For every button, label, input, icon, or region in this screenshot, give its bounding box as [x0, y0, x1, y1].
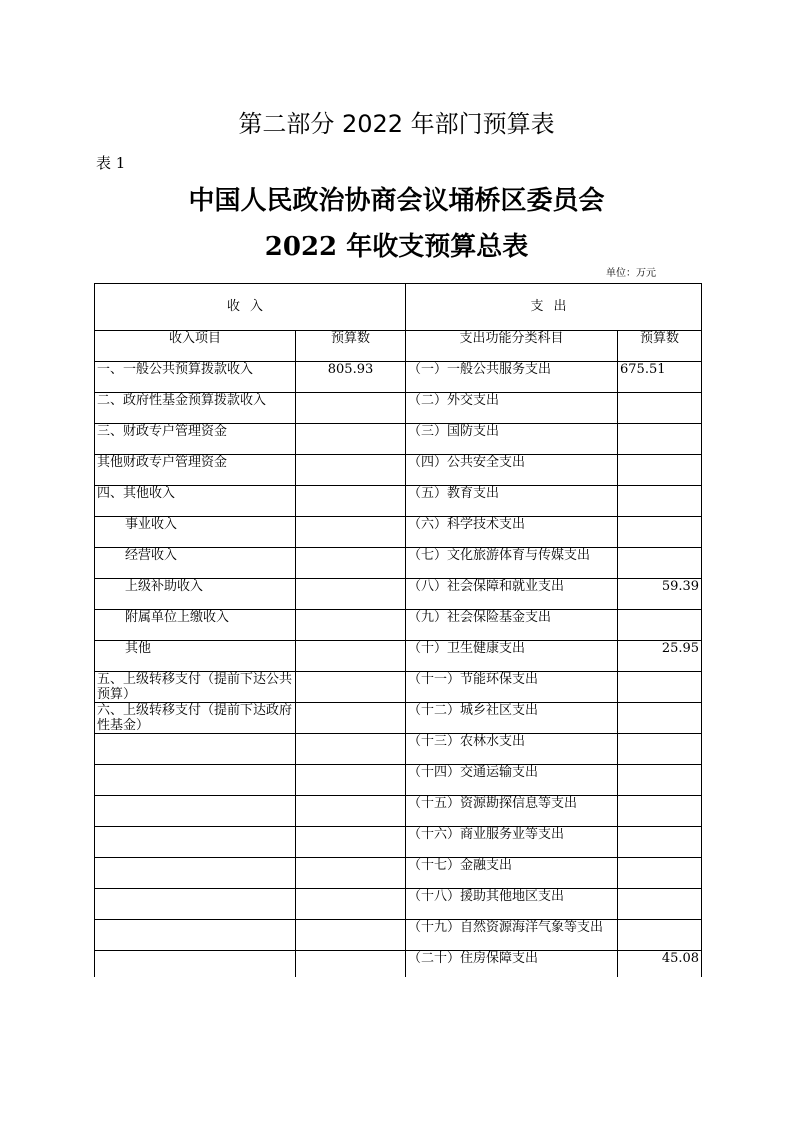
table-row: [95, 703, 702, 734]
expense-amount: [618, 610, 702, 641]
table-row: [95, 424, 702, 455]
expense-amount: [618, 455, 702, 486]
income-item: 三、财政专户管理资金: [95, 424, 296, 455]
expense-item: （八）社会保障和就业支出: [406, 579, 618, 610]
table-row: [95, 517, 702, 548]
table-row: [95, 920, 702, 951]
income-item: 经营收入: [95, 548, 296, 579]
expense-item: （十四）交通运输支出: [406, 765, 618, 796]
income-item-header: 收入项目: [95, 331, 296, 362]
expense-amount: 25.95: [618, 641, 702, 672]
expense-item: （七）文化旅游体育与传媒支出: [406, 548, 618, 579]
expense-amount: [618, 517, 702, 548]
table-row: [95, 548, 702, 579]
table-row: [95, 858, 702, 889]
expense-header: 支出: [406, 284, 702, 331]
income-item: [95, 827, 296, 858]
expense-amount: [618, 827, 702, 858]
income-item: 一、一般公共预算拨款收入: [95, 362, 296, 393]
table-row: [95, 765, 702, 796]
table-row: [95, 610, 702, 641]
expense-item: （三）国防支出: [406, 424, 618, 455]
income-item: 上级补助收入: [95, 579, 296, 610]
expense-item: （四）公共安全支出: [406, 455, 618, 486]
expense-amount: [618, 672, 702, 703]
expense-amount: [618, 703, 702, 734]
income-amount: [296, 672, 406, 703]
income-amount: [296, 827, 406, 858]
table-number: 表 1: [96, 154, 126, 172]
income-amount: [296, 920, 406, 951]
expense-amount: [618, 393, 702, 424]
income-item: [95, 796, 296, 827]
expense-amount: 45.08: [618, 951, 702, 978]
income-header: 收入: [95, 284, 406, 331]
expense-item: （五）教育支出: [406, 486, 618, 517]
expense-item: （十五）资源勘探信息等支出: [406, 796, 618, 827]
table-row: [95, 796, 702, 827]
income-amount: [296, 703, 406, 734]
income-item: 附属单位上缴收入: [95, 610, 296, 641]
income-amount: 805.93: [296, 362, 406, 393]
income-amount: [296, 951, 406, 978]
expense-item: （六）科学技术支出: [406, 517, 618, 548]
table-row: [95, 579, 702, 610]
table-row: [95, 672, 702, 703]
expense-item: （九）社会保险基金支出: [406, 610, 618, 641]
table-row: [95, 951, 702, 978]
income-item: 其他财政专户管理资金: [95, 455, 296, 486]
expense-item: （十三）农林水支出: [406, 734, 618, 765]
income-amount: [296, 610, 406, 641]
expense-amount: [618, 486, 702, 517]
unit-label: 单位：万元: [606, 268, 656, 279]
expense-amount: 675.51: [618, 362, 702, 393]
expense-item: （十九）自然资源海洋气象等支出: [406, 920, 618, 951]
income-amount: [296, 641, 406, 672]
expense-item: （二）外交支出: [406, 393, 618, 424]
income-amount: [296, 765, 406, 796]
income-item: 二、政府性基金预算拨款收入: [95, 393, 296, 424]
table-row: [95, 641, 702, 672]
expense-item: （十）卫生健康支出: [406, 641, 618, 672]
income-amount: [296, 486, 406, 517]
income-item: 六、上级转移支付（提前下达政府性基金）: [95, 703, 296, 734]
income-amount-header: 预算数: [296, 331, 406, 362]
income-amount: [296, 858, 406, 889]
expense-amount: [618, 424, 702, 455]
expense-amount: [618, 858, 702, 889]
income-amount: [296, 517, 406, 548]
income-item: [95, 889, 296, 920]
table-row: [95, 393, 702, 424]
table-title: 2022 年收支预算总表: [264, 232, 529, 262]
organization-title: 中国人民政治协商会议埇桥区委员会: [188, 186, 605, 216]
expense-item-header: 支出功能分类科目: [406, 331, 618, 362]
income-item: [95, 951, 296, 978]
income-amount: [296, 548, 406, 579]
page-title: 第二部分 2022 年部门预算表: [238, 110, 555, 138]
expense-amount: [618, 734, 702, 765]
income-item: 事业收入: [95, 517, 296, 548]
table-row: [95, 486, 702, 517]
income-item: [95, 734, 296, 765]
table-row: [95, 455, 702, 486]
expense-amount: [618, 889, 702, 920]
income-item: 五、上级转移支付（提前下达公共预算）: [95, 672, 296, 703]
income-amount: [296, 796, 406, 827]
table-row: [95, 889, 702, 920]
table-header-row: [95, 284, 702, 331]
expense-amount: [618, 796, 702, 827]
expense-item: （十二）城乡社区支出: [406, 703, 618, 734]
table-row: [95, 827, 702, 858]
expense-item: （一）一般公共服务支出: [406, 362, 618, 393]
expense-item: （十七）金融支出: [406, 858, 618, 889]
income-amount: [296, 455, 406, 486]
income-item: [95, 765, 296, 796]
table-row: [95, 734, 702, 765]
income-amount: [296, 424, 406, 455]
expense-amount: [618, 765, 702, 796]
expense-item: （十八）援助其他地区支出: [406, 889, 618, 920]
income-amount: [296, 889, 406, 920]
income-item: [95, 920, 296, 951]
expense-item: （二十）住房保障支出: [406, 951, 618, 978]
expense-amount-header: 预算数: [618, 331, 702, 362]
income-item: [95, 858, 296, 889]
budget-table: [94, 283, 702, 977]
expense-amount: [618, 548, 702, 579]
income-amount: [296, 393, 406, 424]
table-subheader-row: [95, 331, 702, 362]
income-amount: [296, 734, 406, 765]
income-item: 四、其他收入: [95, 486, 296, 517]
expense-item: （十一）节能环保支出: [406, 672, 618, 703]
income-item: 其他: [95, 641, 296, 672]
income-amount: [296, 579, 406, 610]
expense-item: （十六）商业服务业等支出: [406, 827, 618, 858]
expense-amount: 59.39: [618, 579, 702, 610]
expense-amount: [618, 920, 702, 951]
table-row: [95, 362, 702, 393]
